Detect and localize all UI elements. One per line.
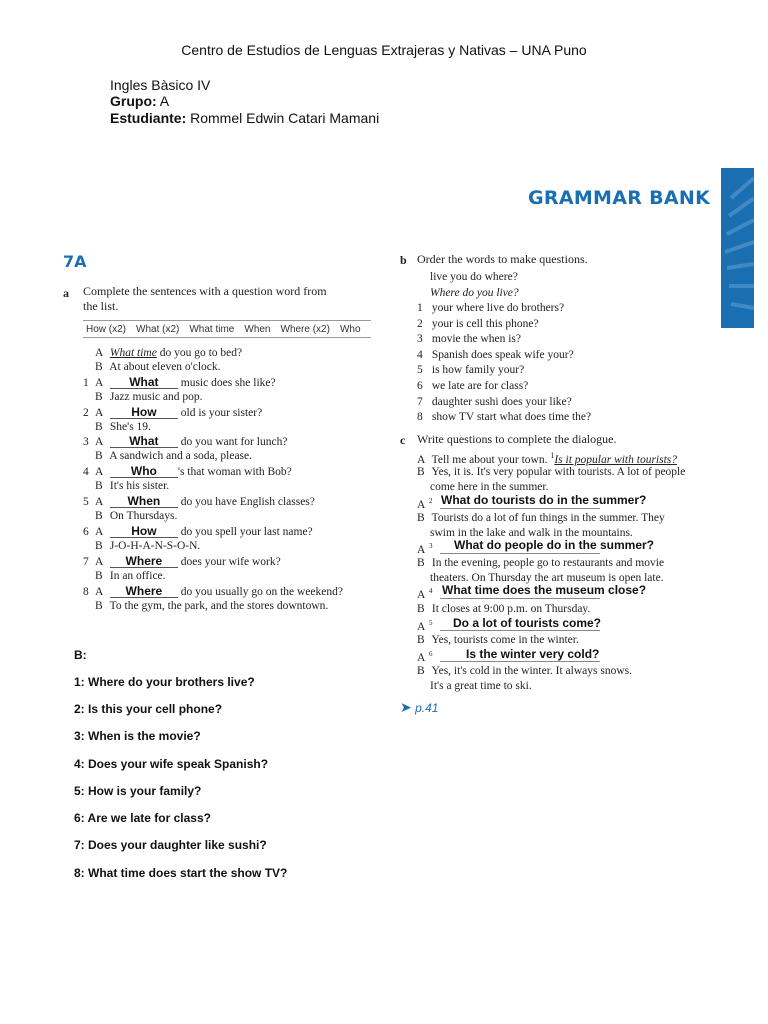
item-reply-text: To the gym, the park, and the stores downtown. — [109, 600, 329, 612]
speaker-b: B — [95, 480, 103, 492]
speaker-a: A — [417, 543, 426, 556]
page-reference[interactable] — [400, 699, 438, 716]
dialogue-a-label-5 — [417, 619, 433, 633]
item-number: 3 — [83, 436, 89, 448]
item-text: daughter sushi does your like? — [431, 396, 572, 408]
example-question — [83, 347, 242, 359]
item-text: is how family your? — [431, 364, 525, 376]
example-question: Is it popular with tourists? — [554, 453, 678, 466]
group-value: A — [159, 93, 170, 109]
part-a-reply-8 — [83, 600, 328, 612]
item-reply-text: In an office. — [109, 570, 166, 582]
question-number: 4 — [429, 587, 433, 595]
speaker-a: A — [417, 453, 426, 466]
item-question-text: old is your sister? — [180, 407, 263, 419]
grammar-bank-title: GRAMMAR BANK — [528, 187, 711, 209]
word-list-item: Who — [339, 323, 361, 335]
item-number: 2 — [417, 318, 423, 330]
part-a-item-2 — [83, 406, 262, 419]
answer-blank: When — [110, 495, 178, 508]
speaker-a: A — [95, 496, 104, 508]
dialogue-b-3a — [417, 557, 664, 569]
speaker-b: B — [95, 450, 103, 462]
word-list-item: How (x2) — [86, 323, 127, 335]
part-b-instruction: Order the words to make questions. — [417, 252, 588, 266]
item-text: your where live do brothers? — [431, 302, 565, 314]
speaker-a: A — [417, 620, 426, 633]
part-a-item-6 — [83, 525, 313, 538]
answers-b-item: 5: How is your family? — [74, 784, 202, 798]
answers-b-heading: B: — [74, 648, 87, 662]
word-list-box — [83, 320, 371, 338]
dialogue-b-1a — [417, 466, 685, 478]
answers-b-item: 3: When is the movie? — [74, 729, 201, 743]
question-number: 6 — [429, 650, 433, 658]
unit-label: 7A — [63, 252, 87, 271]
part-b-letter: b — [400, 253, 407, 267]
part-a-reply-4 — [83, 480, 169, 492]
part-b-item-2 — [417, 318, 539, 330]
speaker-a: A — [95, 556, 104, 568]
dialogue-text: It closes at 9:00 p.m. on Thursday. — [431, 603, 591, 615]
item-reply-text: Jazz music and pop. — [109, 391, 203, 403]
dialogue-b-6a — [417, 665, 632, 677]
part-b-item-5 — [417, 364, 524, 376]
dialogue-b-4a — [417, 603, 590, 615]
answer-blank: What — [110, 435, 178, 448]
dialogue-a-label-4 — [417, 587, 433, 601]
item-question-text: 's that woman with Bob? — [177, 466, 292, 478]
answer-blank: How — [110, 525, 178, 538]
item-number: 4 — [417, 349, 423, 361]
question-number: 1 — [550, 451, 555, 460]
student-label: Estudiante: — [110, 110, 187, 126]
part-a-item-7 — [83, 555, 281, 568]
answer-line — [440, 661, 600, 662]
speaker-a: A — [95, 407, 104, 419]
dialogue-b-2a — [417, 512, 665, 524]
dialogue-a-label-2 — [417, 497, 433, 511]
institution-title: Centro de Estudios de Lenguas Extrajeras y Nativas – UNA Puno — [181, 42, 587, 58]
speaker-a: A — [95, 436, 104, 448]
arrow-left-icon: ➤ — [400, 699, 412, 715]
question-number: 5 — [429, 619, 433, 627]
part-a-reply-2 — [83, 421, 151, 433]
dialogue-text: In the evening, people go to restaurants and movie — [431, 557, 665, 569]
item-number: 8 — [83, 586, 89, 598]
speaker-a: A — [95, 377, 104, 389]
item-question-text: music does she like? — [180, 377, 276, 389]
speaker-b: B — [417, 634, 425, 646]
speaker-a: A — [417, 498, 426, 511]
answer-blank: Where — [110, 585, 178, 598]
part-a-instruction-1: Complete the sentences with a question word from — [83, 284, 327, 298]
speaker-a: A — [417, 588, 426, 601]
item-number: 2 — [83, 407, 89, 419]
speaker-b: B — [417, 603, 425, 615]
item-number: 6 — [417, 380, 423, 392]
group-line — [110, 93, 169, 109]
question-number: 2 — [429, 497, 433, 505]
dialogue-a-label-6 — [417, 650, 433, 664]
part-b-example-answer: Where do you live? — [430, 287, 519, 299]
speaker-a: A — [95, 586, 104, 598]
example-reply-text: At about eleven o'clock. — [109, 361, 221, 373]
part-b-example-words: live you do where? — [430, 271, 518, 283]
speaker-b: B — [95, 540, 103, 552]
part-b-item-1 — [417, 302, 564, 314]
item-number: 7 — [417, 396, 423, 408]
item-text: movie the when is? — [431, 333, 521, 345]
speaker-b: B — [417, 466, 425, 478]
part-a-item-5 — [83, 495, 315, 508]
item-question-text: do you want for lunch? — [180, 436, 288, 448]
question-number: 3 — [429, 542, 433, 550]
speaker-b: B — [95, 361, 103, 373]
answers-b-item: 6: Are we late for class? — [74, 811, 211, 825]
item-number: 5 — [83, 496, 89, 508]
speaker-b: B — [95, 570, 103, 582]
item-question-text: does your wife work? — [180, 556, 281, 568]
dialogue-text: Tourists do a lot of fun things in the summer. They — [431, 512, 665, 524]
word-list-item: What time — [189, 323, 235, 335]
item-number: 5 — [417, 364, 423, 376]
speaker-b: B — [417, 557, 425, 569]
item-number: 1 — [83, 377, 89, 389]
dialogue-a-label-3 — [417, 542, 433, 556]
answer-q5: Do a lot of tourists come? — [453, 616, 602, 630]
item-number: 7 — [83, 556, 89, 568]
speaker-b: B — [417, 512, 425, 524]
decor-stripes-graphic — [721, 168, 754, 328]
part-c-instruction: Write questions to complete the dialogue. — [417, 432, 617, 446]
part-b-item-7 — [417, 396, 572, 408]
part-a-reply-7 — [83, 570, 166, 582]
dialogue-b-6b: It's a great time to ski. — [430, 680, 532, 692]
part-a-letter: a — [63, 286, 69, 300]
answer-blank: What — [110, 376, 178, 389]
answers-b-item: 8: What time does start the show TV? — [74, 866, 288, 880]
answers-b-item: 2: Is this your cell phone? — [74, 702, 223, 716]
speaker-a: A — [417, 651, 426, 664]
item-number: 8 — [417, 411, 423, 423]
item-number: 6 — [83, 526, 89, 538]
item-number: 1 — [417, 302, 423, 314]
item-text: Spanish does speak wife your? — [431, 349, 574, 361]
answer-blank: Who — [110, 465, 178, 478]
part-b-item-8 — [417, 411, 591, 423]
word-list-item: Where (x2) — [280, 323, 330, 335]
answer-blank: Where — [110, 555, 178, 568]
word-list-item: What (x2) — [136, 323, 180, 335]
part-a-reply-3 — [83, 450, 252, 462]
answer-line — [440, 508, 600, 509]
speaker-b: B — [417, 665, 425, 677]
course-name: Ingles Bàsico IV — [110, 77, 211, 93]
item-reply-text: A sandwich and a soda, please. — [109, 450, 253, 462]
answer-q2: What do tourists do in the summer? — [441, 493, 647, 507]
grammar-bank-decor-bar — [721, 168, 754, 328]
answer-q3: What do people do in the summer? — [454, 538, 655, 552]
speaker-a: A — [95, 526, 104, 538]
dialogue-b-5a — [417, 634, 579, 646]
answers-b-item: 4: Does your wife speak Spanish? — [74, 757, 269, 771]
item-text: we late are for class? — [431, 380, 529, 392]
item-question-text: do you have English classes? — [180, 496, 315, 508]
answer-blank: How — [110, 406, 178, 419]
student-line — [110, 110, 379, 126]
answer-line — [440, 630, 600, 631]
dialogue-text: Yes, it's cold in the winter. It always snows. — [431, 665, 633, 677]
part-b-item-6 — [417, 380, 528, 392]
part-a-reply-5 — [83, 510, 177, 522]
part-a-item-4 — [83, 465, 292, 478]
dialogue-text: Yes, it is. It's very popular with tourists. A lot of people — [431, 466, 686, 478]
item-reply-text: J-O-H-A-N-S-O-N. — [109, 540, 201, 552]
dialogue-line-1 — [417, 451, 677, 466]
speaker-b: B — [95, 510, 103, 522]
group-label: Grupo: — [110, 93, 157, 109]
item-text: your is cell this phone? — [431, 318, 539, 330]
part-b-item-3 — [417, 333, 521, 345]
word-list-item: When — [244, 323, 271, 335]
dialogue-text: Tell me about your town. — [431, 453, 548, 466]
item-reply-text: On Thursdays. — [109, 510, 178, 522]
dialogue-b-1b: come here in the summer. — [430, 481, 549, 493]
dialogue-b-3b: theaters. On Thursday the art museum is open late. — [430, 572, 664, 584]
part-c-letter: c — [400, 433, 406, 447]
part-a-reply-1 — [83, 391, 203, 403]
speaker-a: A — [95, 466, 104, 478]
example-rest: do you go to bed? — [159, 347, 243, 359]
example-answer: What time — [109, 347, 157, 359]
part-b-item-4 — [417, 349, 574, 361]
page-reference-text: p.41 — [415, 701, 439, 715]
answers-b-item: 1: Where do your brothers live? — [74, 675, 255, 689]
item-text: show TV start what does time the? — [431, 411, 592, 423]
speaker-a: A — [95, 347, 104, 359]
speaker-b: B — [95, 391, 103, 403]
part-a-instruction-2: the list. — [83, 299, 119, 313]
student-value: Rommel Edwin Catari Mamani — [190, 110, 380, 126]
part-a-item-1 — [83, 376, 276, 389]
answer-q6: Is the winter very cold? — [466, 647, 600, 661]
item-question-text: do you spell your last name? — [180, 526, 313, 538]
answer-line — [440, 598, 600, 599]
item-number: 4 — [83, 466, 89, 478]
speaker-b: B — [95, 421, 103, 433]
dialogue-text: Yes, tourists come in the winter. — [431, 634, 579, 646]
speaker-b: B — [95, 600, 103, 612]
part-a-item-3 — [83, 435, 287, 448]
part-a-reply-6 — [83, 540, 200, 552]
dialogue-b-2b: swim in the lake and walk in the mountains. — [430, 527, 633, 539]
answer-line — [440, 553, 600, 554]
item-number: 3 — [417, 333, 423, 345]
answer-q4: What time does the museum close? — [442, 583, 647, 597]
example-reply — [83, 361, 221, 373]
item-question-text: do you usually go on the weekend? — [180, 586, 343, 598]
item-reply-text: It's his sister. — [109, 480, 170, 492]
answers-b-item: 7: Does your daughter like sushi? — [74, 838, 267, 852]
part-a-item-8 — [83, 585, 343, 598]
item-reply-text: She's 19. — [109, 421, 151, 433]
